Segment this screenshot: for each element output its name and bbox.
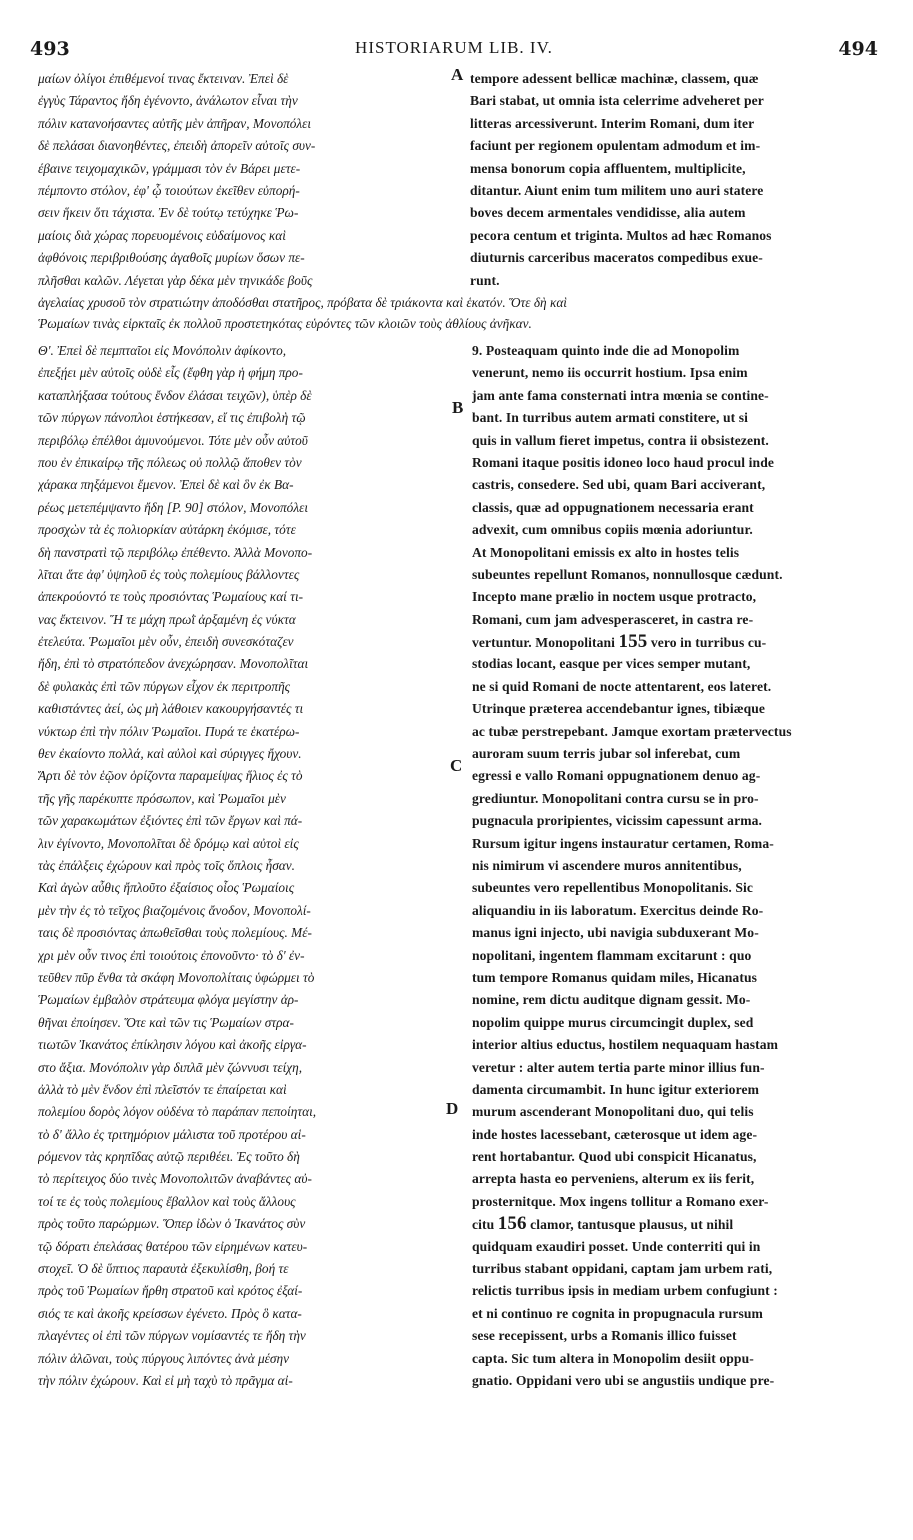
text-line: nopolim quippe murus circumcingit duplex, sed xyxy=(472,1014,754,1030)
text-line: rent hortabantur. Quod ubi conspicit Hicanatus, xyxy=(472,1149,757,1165)
text-line: ἀπεκρούοντό τε τοὺς προσιόντας Ῥωμαίους καί τι- xyxy=(38,589,304,605)
text-line: στο ἄξια. Μονόπολιν γὰρ διπλᾶ μὲν ζώννυσι τείχη, xyxy=(38,1059,303,1075)
text-line: ac tubæ perstrepebant. Jamque exortam prætervectus xyxy=(472,723,792,739)
latin-column-top xyxy=(470,68,880,292)
text-line: classis, quæ ad oppugnationem necessaria erant xyxy=(472,499,754,515)
text-line: τὸ περίτειχος δύο τινὲς Μονοπολιτῶν ἀναβάντες αὐ- xyxy=(38,1171,312,1187)
text-line: ἤδη, ἐπὶ τὸ στρατόπεδον ἀνεχώρησαν. Μονοπολῖται xyxy=(38,656,309,672)
text-line: Θ'. Ἐπεὶ δὲ πεμπταῖοι εἰς Μονόπολιν ἀφίκοντο, xyxy=(38,343,287,358)
text-line: aliquandiu in iis laboratum. Exercitus deinde Ro- xyxy=(472,902,764,918)
text-line: Ῥωμαίων ἐμβαλὸν στράτευμα φλόγα μεγίστην ἀρ- xyxy=(38,992,299,1008)
text-line: χάρακα πηξάμενοι ἔμενον. Ἐπεὶ δὲ καὶ ὃν ἐκ Βα- xyxy=(38,477,294,493)
text-line: θεν ἐκαίοντο πολλά, καὶ αὐλοὶ καὶ σύριγγες ἤχουν. xyxy=(38,746,302,762)
section-marker-d: D xyxy=(446,1099,459,1118)
section-marker-c: C xyxy=(450,756,463,775)
text-line: et ni continuo re cognita in propugnacula rursum xyxy=(472,1305,763,1321)
text-line: έβαινε τειχομαχικῶν, γράμμασι τὸν ἐν Βάρει μετε- xyxy=(38,160,301,176)
text-line: quis in vallum fieret impetus, contra ii obsistezent. xyxy=(472,432,769,448)
running-title: HISTORIARUM LIB. IV. xyxy=(355,38,553,57)
text-line: Bari stabat, ut omnia ista celerrime adveheret per xyxy=(470,93,764,109)
text-line: τιωτῶν Ἰκανάτος ἐπίκλησιν λόγου καὶ ἀκοῆς εἰργα- xyxy=(38,1037,307,1053)
text-line: τὸ δ' ἄλλο ἐς τριτημόριον μάλιστα τοῦ προτέρου αἱ- xyxy=(38,1126,306,1142)
text-line: subeuntes repellunt Romanos, nonnullosque cædunt. xyxy=(472,566,783,582)
text-line: ἀφθόνοις περιβριθούσης ἀγαθοῖς μυρίων ὅσων πε- xyxy=(38,250,305,266)
text-line: Καὶ ἀγὼν αὖθις ἤπλοῦτο ἐξαίσιος οἷος Ῥωμαίοις xyxy=(38,880,295,896)
text-line: sese recepissent, urbs a Romanis illico fuisset xyxy=(472,1328,737,1344)
text-line: τῆς γῆς παρέκυπτε πρόσωπον, καὶ Ῥωμαῖοι μὲν xyxy=(38,790,286,806)
text-line: vertuntur. Monopolitani 155 vero in turribus cu- xyxy=(472,631,767,653)
text-line: capta. Sic tum altera in Monopolim desiit oppu- xyxy=(472,1350,754,1366)
text-line: Ῥωμαίων τινὰς εἱρκταῖς ἐκ πολλοῦ προστετηκότας εὑρόντες τῶν κλοιῶν τοὺς ἀθλίους ἀνῆκαν. xyxy=(38,316,532,331)
page-number-left: 493 xyxy=(30,38,70,60)
text-line: προσχὼν τὰ ἐς πολιορκίαν αὐτάρκη ἐκόμισε, τότε xyxy=(38,522,296,538)
text-line: pecora centum et triginta. Multos ad hæc Romanos xyxy=(470,227,772,243)
text-line: πόλιν ἁλῶναι, τοὺς πύργους λιπόντες ἀνὰ μέσην xyxy=(38,1350,289,1366)
text-line: καθιστάντες ἀεί, ὡς μὴ λάθοιεν κακουργήσαντές τι xyxy=(38,701,304,717)
text-line: τῷ δόρατι ἐπελάσας θατέρου τῶν εἰρημένων κατευ- xyxy=(38,1238,308,1254)
text-line: τῶν πύργων πάνοπλοι ἑστήκεσαν, εἴ τις ἐπιβολὴ τῷ xyxy=(38,410,306,426)
text-line: πόλιν κατανοήσαντες αὐτῆς μὲν ἀπῆραν, Μονοπόλει xyxy=(38,115,312,131)
text-line: jam ante fama consternati intra mœnia se contine- xyxy=(472,387,769,403)
text-line: ρέως μετεπέμψαντο ἤδη [P. 90] στόλον, Μονοπόλει xyxy=(38,499,309,515)
text-line: ρόμενον τὰς κρηπῖδας αὐτῷ περιθέει. Ἐς τοῦτο δὴ xyxy=(38,1149,300,1165)
text-line: castris, consedere. Sed ubi, quam Bari acciverant, xyxy=(472,477,766,493)
text-line: μαίων ὀλίγοι ἐπιθέμενοί τινας ἔκτειναν. Ἐπεὶ δὲ xyxy=(38,71,289,86)
text-line: τὰς ἐπάλξεις ἐχώρουν καὶ πρὸς τοῖς ὅπλοις ἦσαν. xyxy=(38,857,295,873)
text-line: σιός τε καὶ ἀκοῆς κρείσσων ἐγένετο. Πρὸς ὃ κατα- xyxy=(38,1305,302,1321)
text-line: veretur : alter autem tertia parte minor illius fun- xyxy=(472,1059,765,1075)
text-line: nopolitani, ingentem flammam excitarunt : quo xyxy=(472,947,752,963)
section-marker-b: B xyxy=(452,398,464,417)
text-line: grediuntur. Monopolitani contra cursu se in pro- xyxy=(472,790,759,806)
text-line: ταις δὲ προσιόντας ἀπωθεῖσθαι τοὺς πολεμίους. Μέ- xyxy=(38,925,312,941)
page-reference-number: 156 xyxy=(497,1213,527,1235)
text-line: inde hostes lacessebant, cæterosque ut idem age- xyxy=(472,1126,758,1142)
text-line: turribus stabant oppidani, captam jam urbem rati, xyxy=(472,1261,773,1277)
text-line: faciunt per regionem opulentam admodum et im- xyxy=(470,138,761,154)
text-line: murum ascenderant Monopolitani duo, qui telis xyxy=(472,1104,754,1120)
text-line: νύκτωρ ἐπὶ τὴν πόλιν Ῥωμαῖοι. Πυρά τε ἑκατέρω- xyxy=(38,723,300,739)
text-line: Romani, cum jam advesperasceret, in castra re- xyxy=(472,611,754,627)
text-line: λιν ἐγίνοντο, Μονοπολῖται δὲ δρόμῳ καὶ αὐτοὶ εἰς xyxy=(38,835,299,851)
text-line: ἐτελεύτα. Ῥωμαῖοι μὲν οὖν, ἐπειδὴ συνεσκόταζεν xyxy=(38,634,294,650)
text-line: prosternitque. Mox ingens tollitur a Romano exer- xyxy=(472,1193,769,1209)
text-line: τοί τε ἐς τοὺς πολεμίους ἔβαλλον καὶ τοὺς ἄλλους xyxy=(38,1193,296,1209)
text-line: mensa bonorum copia affluentem, multiplicite, xyxy=(470,160,746,176)
page-number-right: 494 xyxy=(838,38,878,60)
text-line: Incepto mane prælio in noctem usque protracto, xyxy=(472,589,757,605)
text-line: περιβόλῳ ἐπέλθοι ἀμυνούμενοι. Τότε μὲν οὖν αὐτοῦ xyxy=(38,432,308,448)
text-line: πλαγέντες οἱ ἐπὶ τῶν πύργων νομίσαντές τε ἤδη τὴν xyxy=(38,1328,306,1344)
text-line: ne si quid Romani de nocte attentarent, eos lateret. xyxy=(472,678,772,694)
text-line: πλῆσθαι καλῶν. Λέγεται γὰρ δέκα μὲν τηνικάδε βοῦς xyxy=(38,272,313,288)
text-line: σειν ἥκειν ὅτι τάχιστα. Ἐν δὲ τούτῳ τετύχηκε Ῥω- xyxy=(38,205,299,221)
text-line: ἐγγὺς Τάραντος ἤδη ἐγένοντο, ἀνάλωτον εἶναι τὴν xyxy=(38,93,298,109)
text-line: tum tempore Romanus quidam miles, Hicanatus xyxy=(472,969,758,985)
text-line: ditantur. Aiunt enim tum militem uno auri statere xyxy=(470,182,764,198)
text-line: At Monopolitani emissis ex alto in hostes telis xyxy=(472,544,740,560)
text-line: ἀλλὰ τὸ μὲν ἔνδον ἐπὶ πλεῖστόν τε ἐπαίρεται καὶ xyxy=(38,1081,287,1097)
text-line: τὴν πόλιν ἐχώρουν. Καὶ εἰ μὴ ταχὺ τὸ πρᾶγμα αἰ- xyxy=(38,1372,293,1388)
text-line: πρὸς τοῦ Ῥωμαίων ἤρθη στρατοῦ καὶ κρότος ἐξαί- xyxy=(38,1283,303,1299)
text-line: tempore adessent bellicæ machinæ, classem, quæ xyxy=(470,71,759,86)
text-line: λῖται ἅτε ἀφ' ὑψηλοῦ ἐς τοὺς πολεμίους βάλλοντες xyxy=(38,566,300,582)
text-line: nomine, rem dictu auditque dignam gessit. Mo- xyxy=(472,992,751,1008)
text-line: τεῦθεν πῦρ ἔνθα τὰ σκάφη Μονοπολίταις ὑφώρμει τὸ xyxy=(38,969,315,985)
text-line: manus igni injecto, ubi navigia subduxerant Mo- xyxy=(472,925,759,941)
text-line: runt. xyxy=(470,272,500,288)
text-line: quidquam exaudiri posset. Unde conterriti qui in xyxy=(472,1238,761,1254)
text-line: boves decem armentales vendidisse, alia autem xyxy=(470,205,746,221)
greek-full-width-lines xyxy=(38,292,883,334)
text-line: δὲ πελάσαι διανοηθέντες, ἐπειδὴ ἀπορεῖν αὐτοῖς συν- xyxy=(38,138,316,154)
text-line: Utrinque præterea accendebantur ignes, tibiæque xyxy=(472,701,766,717)
text-line: Rursum igitur ingens instauratur certamen, Roma- xyxy=(472,835,774,851)
text-line: χρι μὲν οὖν τινος ἐπὶ τοιούτοις ἐπονοῦντο· τὸ δ' ἐν- xyxy=(38,947,305,963)
page-reference-number: 155 xyxy=(618,631,648,653)
text-line: interior altius eductus, hostilem nequaquam hastam xyxy=(472,1037,779,1053)
latin-column-main xyxy=(472,340,882,1392)
text-line: litteras arcessiverunt. Interim Romani, dum iter xyxy=(470,115,755,131)
greek-column-top xyxy=(38,68,456,292)
text-line: pugnacula proripientes, vicissim capessunt arma. xyxy=(472,813,763,829)
text-line: bant. In turribus autem armati constitere, ut si xyxy=(472,410,749,426)
text-line: καταπλήξασα τούτους ἔνδον ἐλάσαι τειχῶν), ὑπὲρ δὲ xyxy=(38,387,312,403)
text-line: arrepta hasta eo perveniens, alterum ex iis ferit, xyxy=(472,1171,755,1187)
text-line: venerunt, nemo iis occurrit hostium. Ipsa enim xyxy=(472,365,748,381)
greek-column-main xyxy=(38,340,459,1392)
text-line: θῆναι ἐποίησεν. Ὅτε καὶ τῶν τις Ῥωμαίων στρα- xyxy=(38,1014,294,1030)
text-line: relictis turribus ipsis in mediam urbem confugiunt : xyxy=(472,1283,778,1299)
text-line: citu 156 clamor, tantusque plausus, ut nihil xyxy=(472,1213,734,1235)
section-marker-a: A xyxy=(451,65,464,84)
text-line: μὲν τὴν ἐς τὸ τεῖχος βιαζομένοις ἄνοδον, Μονοπολί- xyxy=(38,902,311,918)
text-line: advexit, cum omnibus copiis mœnia adoriuntur. xyxy=(472,522,753,538)
text-line: gnatio. Oppidani vero ubi se angustiis undique pre- xyxy=(472,1372,775,1388)
text-line: στοχεῖ. Ὁ δὲ ὕπτιος παραυτὰ ἐξεκυλίσθη, βοή τε xyxy=(38,1261,289,1277)
text-line: subeuntes vero repellentibus Monopolitanis. Sic xyxy=(472,880,754,896)
text-line: ἐπεξῄει μὲν αὐτοῖς οὐδὲ εἷς (ἔφθη γὰρ ἡ φήμη προ- xyxy=(38,365,303,381)
text-line: νας ἔκτεινον. Ἥ τε μάχη πρωῒ ἀρξαμένη ἐς νύκτα xyxy=(38,611,296,627)
text-line: damenta circumambit. In hunc igitur exteriorem xyxy=(472,1081,760,1097)
text-line: stodias locant, easque per vices semper mutant, xyxy=(472,656,751,672)
text-line: πρὸς τοῦτο παρώρμων. Ὅπερ ἰδὼν ὁ Ἰκανάτος σὺν xyxy=(38,1216,306,1232)
text-line: πέμποντο στόλον, ἐφ' ᾧ τοιούτων ἐκεῖθεν εὐπορή- xyxy=(38,182,300,198)
text-line: μαίοις διὰ χώρας πορευομένοις εὐδαίμονος καὶ xyxy=(38,227,286,243)
text-line: egressi e vallo Romani oppugnationem denuo ag- xyxy=(472,768,761,784)
text-line: Romani itaque positis idoneo loco haud procul inde xyxy=(472,454,774,470)
text-line: auroram suum terris jubar sol inferebat, cum xyxy=(472,746,741,762)
text-line: diuturnis carceribus maceratos compedibus exue- xyxy=(470,250,763,266)
text-line: 9. Posteaquam quinto inde die ad Monopolim xyxy=(472,343,740,358)
text-line: Ἄρτι δὲ τὸν ἑῷον ὁρίζοντα παραμείψας ἥλιος ἐς τὸ xyxy=(38,768,303,784)
text-line: nis nimirum vi ascendere muros annitentibus, xyxy=(472,857,742,873)
page-header xyxy=(30,38,878,66)
text-line: δὴ πανστρατὶ τῷ περιβόλῳ ἐπέθεντο. Ἀλλὰ Μονοπο- xyxy=(38,544,313,560)
text-line: τῶν χαρακωμάτων ἐξιόντες ἐπὶ τῶν ἔργων καὶ πά- xyxy=(38,813,303,829)
text-line: ἀγελαίας χρυσοῦ τὸν στρατιώτην ἀποδόσθαι στατῆρος, πρόβατα δὲ τριάκοντα καὶ ἑκατόν. Ὅτε δὴ καὶ xyxy=(38,295,567,310)
text-line: που ἐν ἐπικαίρῳ τῆς πόλεως οὐ πολλῷ ἄποθεν τὸν xyxy=(38,454,302,470)
text-line: πολεμίου δορὸς λόγον οὐδένα τὸ παράπαν πεποίηται, xyxy=(38,1104,317,1120)
text-line: δὲ φυλακὰς ἐπὶ τῶν πύργων εἶχον ἐκ περιτροπῆς xyxy=(38,678,291,694)
